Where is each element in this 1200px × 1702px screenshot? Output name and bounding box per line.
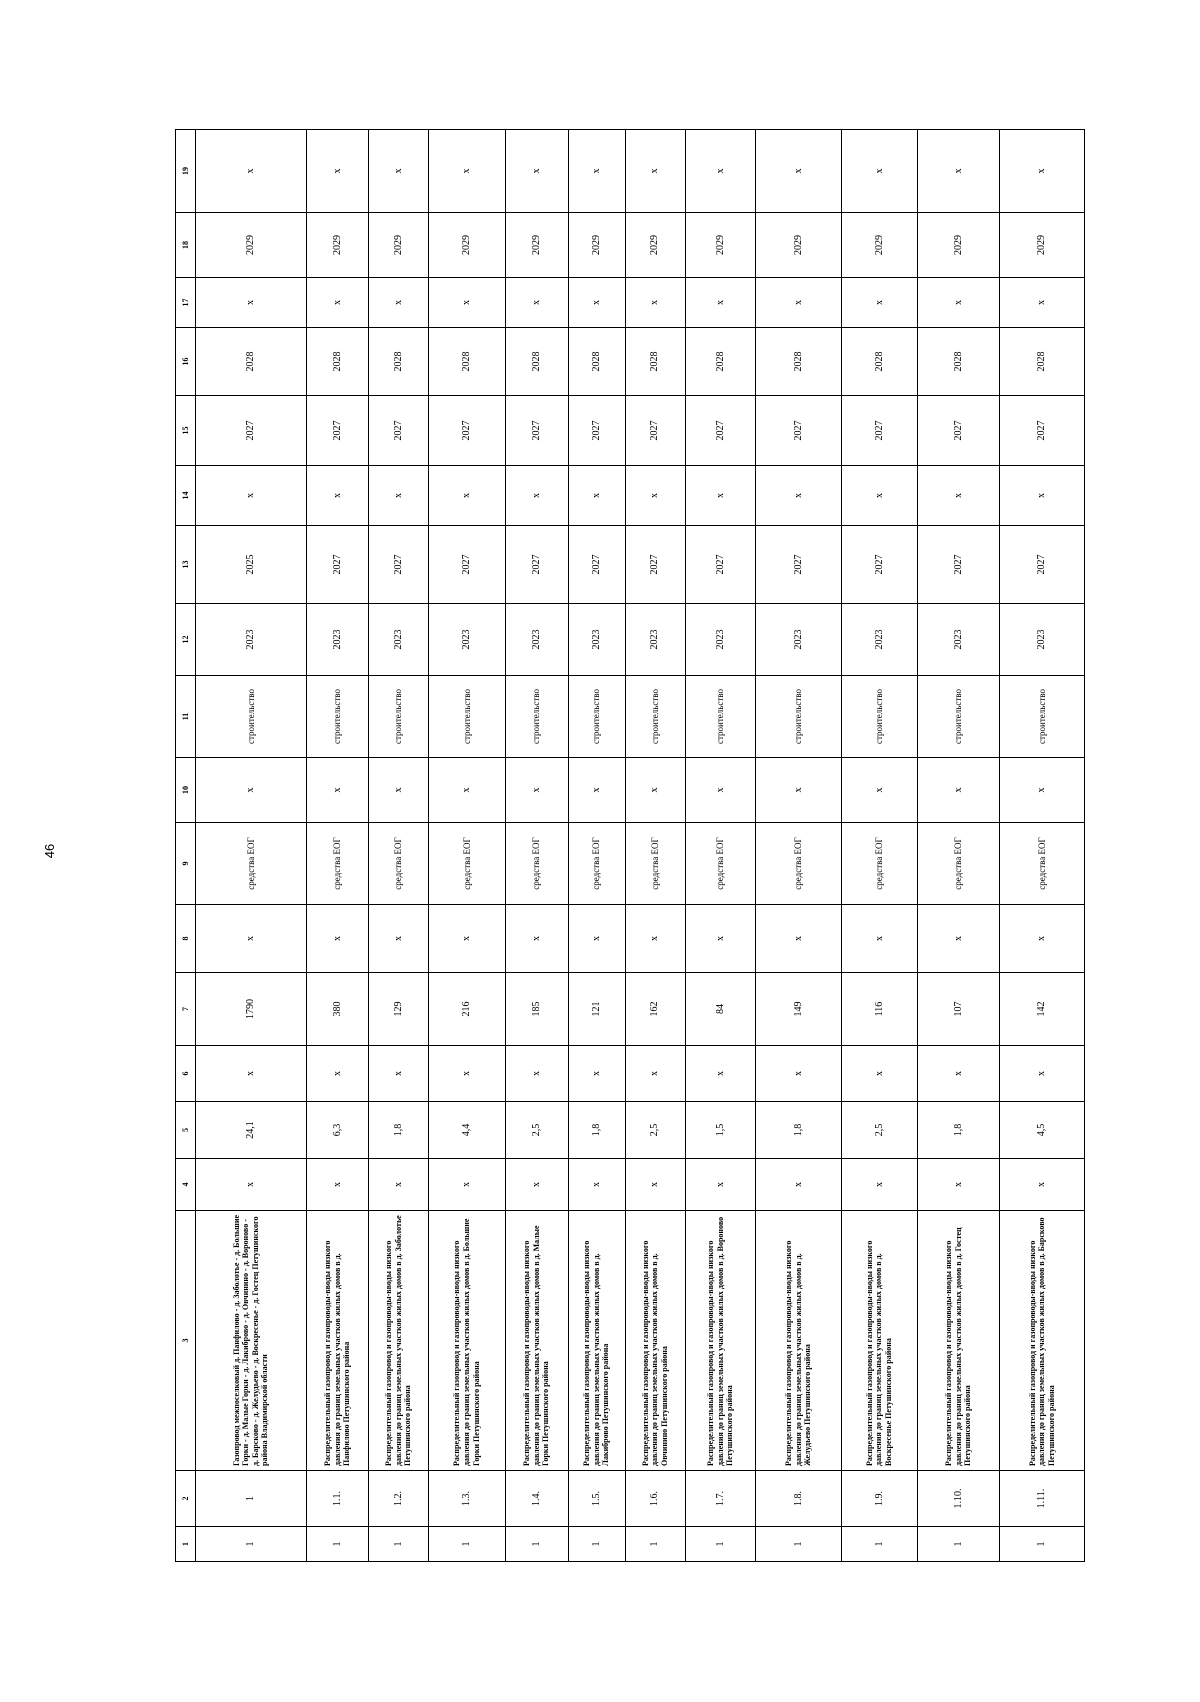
table-cell: средства ЕОГ	[625, 823, 685, 905]
table-cell: 2027	[917, 526, 999, 604]
table-row	[369, 130, 429, 1562]
table-cell: х	[568, 905, 625, 973]
table-cell: х	[429, 758, 505, 823]
table-cell: 1.3.	[429, 1471, 505, 1527]
table-cell: 2027	[195, 396, 306, 466]
table-row	[195, 130, 306, 1562]
column-number: 2	[176, 1471, 196, 1527]
table-cell: х	[306, 905, 368, 973]
table-cell: 1	[756, 1527, 841, 1562]
table-cell: 1	[369, 1527, 429, 1562]
table-cell: х	[756, 130, 841, 213]
table-cell: х	[568, 130, 625, 213]
table-cell: средства ЕОГ	[756, 823, 841, 905]
table-cell: х	[685, 1159, 756, 1211]
table-cell: 1	[306, 1527, 368, 1562]
table-cell: 2023	[841, 604, 917, 676]
table-cell: 1	[625, 1527, 685, 1562]
table-cell: 2027	[999, 396, 1084, 466]
table-cell: 1.11.	[999, 1471, 1084, 1527]
table-cell: средства ЕОГ	[685, 823, 756, 905]
table-cell: х	[306, 278, 368, 328]
table-cell: х	[429, 278, 505, 328]
table-cell: х	[195, 1159, 306, 1211]
table-cell: средства ЕОГ	[195, 823, 306, 905]
table-cell: 216	[429, 973, 505, 1046]
column-number: 18	[176, 213, 196, 278]
table-cell: 2029	[756, 213, 841, 278]
table-cell: х	[429, 1159, 505, 1211]
table-cell: х	[195, 130, 306, 213]
table-row	[505, 130, 568, 1562]
table-cell: 2028	[306, 328, 368, 396]
table-cell: х	[369, 466, 429, 526]
object-name-cell: Распределительный газопровод и газопроводы-вводы низкого давления до границ земельных участков жилых домов в д. Желудьево Петушинского района	[756, 1211, 841, 1471]
table-cell: х	[756, 1046, 841, 1102]
table-cell: 1	[195, 1527, 306, 1562]
table-cell: х	[999, 130, 1084, 213]
column-number: 3	[176, 1211, 196, 1471]
table-row	[429, 130, 505, 1562]
table-cell: 116	[841, 973, 917, 1046]
table-cell: строительство	[685, 676, 756, 758]
table-cell: 2029	[429, 213, 505, 278]
table-cell: строительство	[625, 676, 685, 758]
table-cell: 2028	[841, 328, 917, 396]
table-cell: 1,8	[369, 1102, 429, 1159]
table-cell: х	[841, 466, 917, 526]
table-cell: х	[195, 278, 306, 328]
table-cell: строительство	[999, 676, 1084, 758]
table-cell: х	[917, 1046, 999, 1102]
table-cell: х	[625, 905, 685, 973]
table-cell: 380	[306, 973, 368, 1046]
table-cell: 2023	[568, 604, 625, 676]
table-cell: 2028	[369, 328, 429, 396]
table-cell: 2028	[505, 328, 568, 396]
table-cell: 2027	[999, 526, 1084, 604]
table-cell: х	[505, 1046, 568, 1102]
column-number: 6	[176, 1046, 196, 1102]
table-cell: х	[306, 1046, 368, 1102]
table-cell: х	[999, 1046, 1084, 1102]
table-cell: 2027	[505, 396, 568, 466]
table-cell: х	[625, 1159, 685, 1211]
table-cell: х	[568, 758, 625, 823]
table-cell: 1.8.	[756, 1471, 841, 1527]
table-cell: 1.5.	[568, 1471, 625, 1527]
table-cell: 2027	[841, 526, 917, 604]
table-cell: 2023	[429, 604, 505, 676]
object-name-cell: Распределительный газопровод и газопроводы-вводы низкого давления до границ земельных участков жилых домов в д. Заболотье Петушинского района	[369, 1211, 429, 1471]
object-name-cell: Распределительный газопровод и газопроводы-вводы низкого давления до границ земельных участков жилых домов в д. Вороново Петушинского района	[685, 1211, 756, 1471]
table-cell: х	[369, 905, 429, 973]
table-cell: строительство	[369, 676, 429, 758]
table-cell: 1790	[195, 973, 306, 1046]
table-cell: 2028	[756, 328, 841, 396]
table-cell: х	[756, 466, 841, 526]
table-cell: х	[429, 130, 505, 213]
gas-pipeline-table	[175, 129, 1085, 1562]
column-number: 17	[176, 278, 196, 328]
table-cell: средства ЕОГ	[306, 823, 368, 905]
table-cell: х	[306, 1159, 368, 1211]
table-cell: х	[917, 278, 999, 328]
column-number: 10	[176, 758, 196, 823]
table-cell: х	[429, 466, 505, 526]
table-rotation-frame	[175, 130, 1085, 1562]
object-name-cell: Распределительный газопровод и газопроводы-вводы низкого давления до границ земельных участков жилых домов в д. Панфилово Петушинского района	[306, 1211, 368, 1471]
table-cell: 1.2.	[369, 1471, 429, 1527]
table-row	[625, 130, 685, 1562]
table-cell: 2025	[195, 526, 306, 604]
table-cell: 107	[917, 973, 999, 1046]
column-number: 4	[176, 1159, 196, 1211]
table-cell: х	[999, 1159, 1084, 1211]
table-cell: х	[429, 905, 505, 973]
table-cell: х	[756, 905, 841, 973]
table-cell: 2023	[756, 604, 841, 676]
table-cell: 2,5	[625, 1102, 685, 1159]
table-cell: 1	[917, 1527, 999, 1562]
table-cell: х	[429, 1046, 505, 1102]
table-cell: х	[999, 466, 1084, 526]
table-cell: х	[306, 130, 368, 213]
table-cell: х	[369, 758, 429, 823]
object-name-cell: Распределительный газопровод и газопроводы-вводы низкого давления до границ земельных участков жилых домов в д. Большие Горки Петушинского района	[429, 1211, 505, 1471]
table-cell: х	[505, 905, 568, 973]
table-cell: 6,3	[306, 1102, 368, 1159]
table-cell: 2028	[685, 328, 756, 396]
table-cell: строительство	[429, 676, 505, 758]
object-name-cell: Распределительный газопровод и газопроводы-вводы низкого давления до границ земельных участков жилых домов в д. Барсково Петушинского района	[999, 1211, 1084, 1471]
table-cell: средства ЕОГ	[568, 823, 625, 905]
table-cell: 2029	[568, 213, 625, 278]
table-cell: х	[505, 1159, 568, 1211]
table-cell: х	[917, 130, 999, 213]
table-cell: средства ЕОГ	[841, 823, 917, 905]
table-cell: 2029	[195, 213, 306, 278]
table-cell: 1.4.	[505, 1471, 568, 1527]
column-number: 7	[176, 973, 196, 1046]
table-cell: 24,1	[195, 1102, 306, 1159]
table-cell: 2023	[917, 604, 999, 676]
column-number: 12	[176, 604, 196, 676]
table-cell: х	[999, 278, 1084, 328]
table-cell: 2027	[625, 396, 685, 466]
object-name-cell: Распределительный газопровод и газопроводы-вводы низкого давления до границ земельных участков жилых домов в д. Гостец Петушинского района	[917, 1211, 999, 1471]
table-cell: х	[756, 758, 841, 823]
page-number: 46	[42, 843, 57, 859]
table-row	[999, 130, 1084, 1562]
table-cell: 1	[195, 1471, 306, 1527]
table-cell: х	[841, 1046, 917, 1102]
table-cell: 2027	[369, 526, 429, 604]
table-cell: 2029	[841, 213, 917, 278]
table-cell: 2029	[625, 213, 685, 278]
table-cell: х	[369, 278, 429, 328]
table-row	[917, 130, 999, 1562]
object-name-cell: Распределительный газопровод и газопроводы-вводы низкого давления до границ земельных участков жилых домов в д. Лакиброво Петушинского района	[568, 1211, 625, 1471]
table-cell: х	[756, 278, 841, 328]
table-cell: 2027	[568, 396, 625, 466]
table-cell: 149	[756, 973, 841, 1046]
table-cell: строительство	[756, 676, 841, 758]
column-number: 1	[176, 1527, 196, 1562]
table-cell: строительство	[568, 676, 625, 758]
column-number: 16	[176, 328, 196, 396]
table-cell: 1,5	[685, 1102, 756, 1159]
table-cell: х	[568, 466, 625, 526]
table-cell: х	[917, 1159, 999, 1211]
table-cell: 1,8	[917, 1102, 999, 1159]
table-cell: 2028	[625, 328, 685, 396]
table-cell: 142	[999, 973, 1084, 1046]
table-cell: х	[625, 758, 685, 823]
table-cell: средства ЕОГ	[505, 823, 568, 905]
table-cell: 2027	[369, 396, 429, 466]
table-cell: 2029	[917, 213, 999, 278]
table-cell: 2,5	[841, 1102, 917, 1159]
table-cell: х	[917, 905, 999, 973]
table-cell: 1	[999, 1527, 1084, 1562]
table-cell: 2023	[369, 604, 429, 676]
table-cell: х	[195, 466, 306, 526]
table-cell: 2029	[505, 213, 568, 278]
table-cell: 4,5	[999, 1102, 1084, 1159]
table-row	[756, 130, 841, 1562]
table-cell: 1,8	[756, 1102, 841, 1159]
table-cell: 121	[568, 973, 625, 1046]
object-name-cell: Распределительный газопровод и газопроводы-вводы низкого давления до границ земельных участков жилых домов в д. Малые Горки Петушинского района	[505, 1211, 568, 1471]
table-cell: х	[756, 1159, 841, 1211]
object-name-cell: Распределительный газопровод и газопроводы-вводы низкого давления до границ земельных участков жилых домов в д. Воскресенье Петушинского района	[841, 1211, 917, 1471]
table-cell: 2023	[625, 604, 685, 676]
table-cell: 1	[429, 1527, 505, 1562]
table-cell: 2023	[505, 604, 568, 676]
table-cell: х	[841, 758, 917, 823]
table-cell: 129	[369, 973, 429, 1046]
column-number: 5	[176, 1102, 196, 1159]
table-cell: 2,5	[505, 1102, 568, 1159]
table-cell: х	[505, 278, 568, 328]
table-cell: х	[685, 905, 756, 973]
table-cell: 1	[841, 1527, 917, 1562]
table-cell: х	[195, 758, 306, 823]
table-cell: х	[369, 1046, 429, 1102]
table-cell: х	[999, 905, 1084, 973]
table-cell: 2027	[625, 526, 685, 604]
table-cell: 2027	[429, 526, 505, 604]
table-cell: 2027	[917, 396, 999, 466]
table-cell: х	[505, 466, 568, 526]
table-cell: строительство	[841, 676, 917, 758]
table-cell: средства ЕОГ	[429, 823, 505, 905]
table-cell: 2027	[306, 396, 368, 466]
table-cell: 2028	[917, 328, 999, 396]
table-cell: 2029	[999, 213, 1084, 278]
table-cell: х	[195, 1046, 306, 1102]
table-row	[841, 130, 917, 1562]
table-cell: х	[625, 1046, 685, 1102]
table-cell: х	[306, 466, 368, 526]
table-cell: 162	[625, 973, 685, 1046]
table-cell: 1.7.	[685, 1471, 756, 1527]
object-name-cell: Газопровод межпоселковый д. Панфилово - д. Заболотье - д. Большие Горки - д. Малые Горки - д. Лакиброво - д. Овчинино - д. Вороново - д. Барсково - д. Желудьево - д. Воскресенье - д. Гостец Петушинского района Владимирской области	[195, 1211, 306, 1471]
table-cell: х	[841, 278, 917, 328]
table-cell: 1.10.	[917, 1471, 999, 1527]
column-number: 19	[176, 130, 196, 213]
table-cell: х	[369, 1159, 429, 1211]
column-number: 14	[176, 466, 196, 526]
table-cell: 4,4	[429, 1102, 505, 1159]
table-cell: 2027	[306, 526, 368, 604]
table-cell: 2028	[195, 328, 306, 396]
table-cell: х	[841, 1159, 917, 1211]
table-cell: средства ЕОГ	[369, 823, 429, 905]
table-cell: 2023	[999, 604, 1084, 676]
column-number-row	[176, 130, 196, 1562]
table-cell: х	[568, 1046, 625, 1102]
table-cell: х	[841, 905, 917, 973]
table-cell: х	[999, 758, 1084, 823]
table-cell: х	[685, 130, 756, 213]
table-cell: х	[841, 130, 917, 213]
table-cell: х	[685, 1046, 756, 1102]
column-number: 8	[176, 905, 196, 973]
table-cell: х	[306, 758, 368, 823]
table-row	[306, 130, 368, 1562]
table-cell: 2027	[841, 396, 917, 466]
table-cell: средства ЕОГ	[999, 823, 1084, 905]
table-cell: х	[917, 758, 999, 823]
table-cell: 2029	[685, 213, 756, 278]
table-cell: 1.6.	[625, 1471, 685, 1527]
table-cell: 2027	[756, 396, 841, 466]
table-cell: строительство	[505, 676, 568, 758]
table-row	[685, 130, 756, 1562]
table-cell: 2029	[369, 213, 429, 278]
column-number: 9	[176, 823, 196, 905]
table-cell: 2027	[568, 526, 625, 604]
table-cell: х	[568, 278, 625, 328]
table-cell: х	[685, 758, 756, 823]
table-cell: 2027	[685, 526, 756, 604]
table-cell: строительство	[917, 676, 999, 758]
table-cell: х	[625, 130, 685, 213]
table-cell: 2028	[999, 328, 1084, 396]
table-cell: 2027	[505, 526, 568, 604]
table-cell: строительство	[306, 676, 368, 758]
table-cell: 1	[685, 1527, 756, 1562]
table-cell: х	[195, 905, 306, 973]
table-cell: средства ЕОГ	[917, 823, 999, 905]
table-cell: х	[625, 466, 685, 526]
column-number: 11	[176, 676, 196, 758]
table-cell: 84	[685, 973, 756, 1046]
table-cell: 2029	[306, 213, 368, 278]
table-cell: 2027	[685, 396, 756, 466]
table-cell: 1,8	[568, 1102, 625, 1159]
table-cell: х	[685, 278, 756, 328]
table-cell: х	[685, 466, 756, 526]
table-cell: 2023	[306, 604, 368, 676]
column-number: 15	[176, 396, 196, 466]
table-cell: 2028	[429, 328, 505, 396]
table-cell: х	[369, 130, 429, 213]
table-cell: строительство	[195, 676, 306, 758]
table-cell: 185	[505, 973, 568, 1046]
table-cell: 2023	[195, 604, 306, 676]
table-cell: 2028	[568, 328, 625, 396]
table-cell: 1.9.	[841, 1471, 917, 1527]
table-cell: 2027	[756, 526, 841, 604]
table-cell: х	[505, 130, 568, 213]
object-name-cell: Распределительный газопровод и газопроводы-вводы низкого давления до границ земельных участков жилых домов в д. Овчинино Петушинского района	[625, 1211, 685, 1471]
table-cell: 2027	[429, 396, 505, 466]
column-number: 13	[176, 526, 196, 604]
table-row	[568, 130, 625, 1562]
table-cell: х	[625, 278, 685, 328]
table-cell: 1	[505, 1527, 568, 1562]
table-cell: х	[505, 758, 568, 823]
table-cell: х	[568, 1159, 625, 1211]
table-cell: 1	[568, 1527, 625, 1562]
table-cell: 2023	[685, 604, 756, 676]
table-cell: 1.1.	[306, 1471, 368, 1527]
table-cell: х	[917, 466, 999, 526]
